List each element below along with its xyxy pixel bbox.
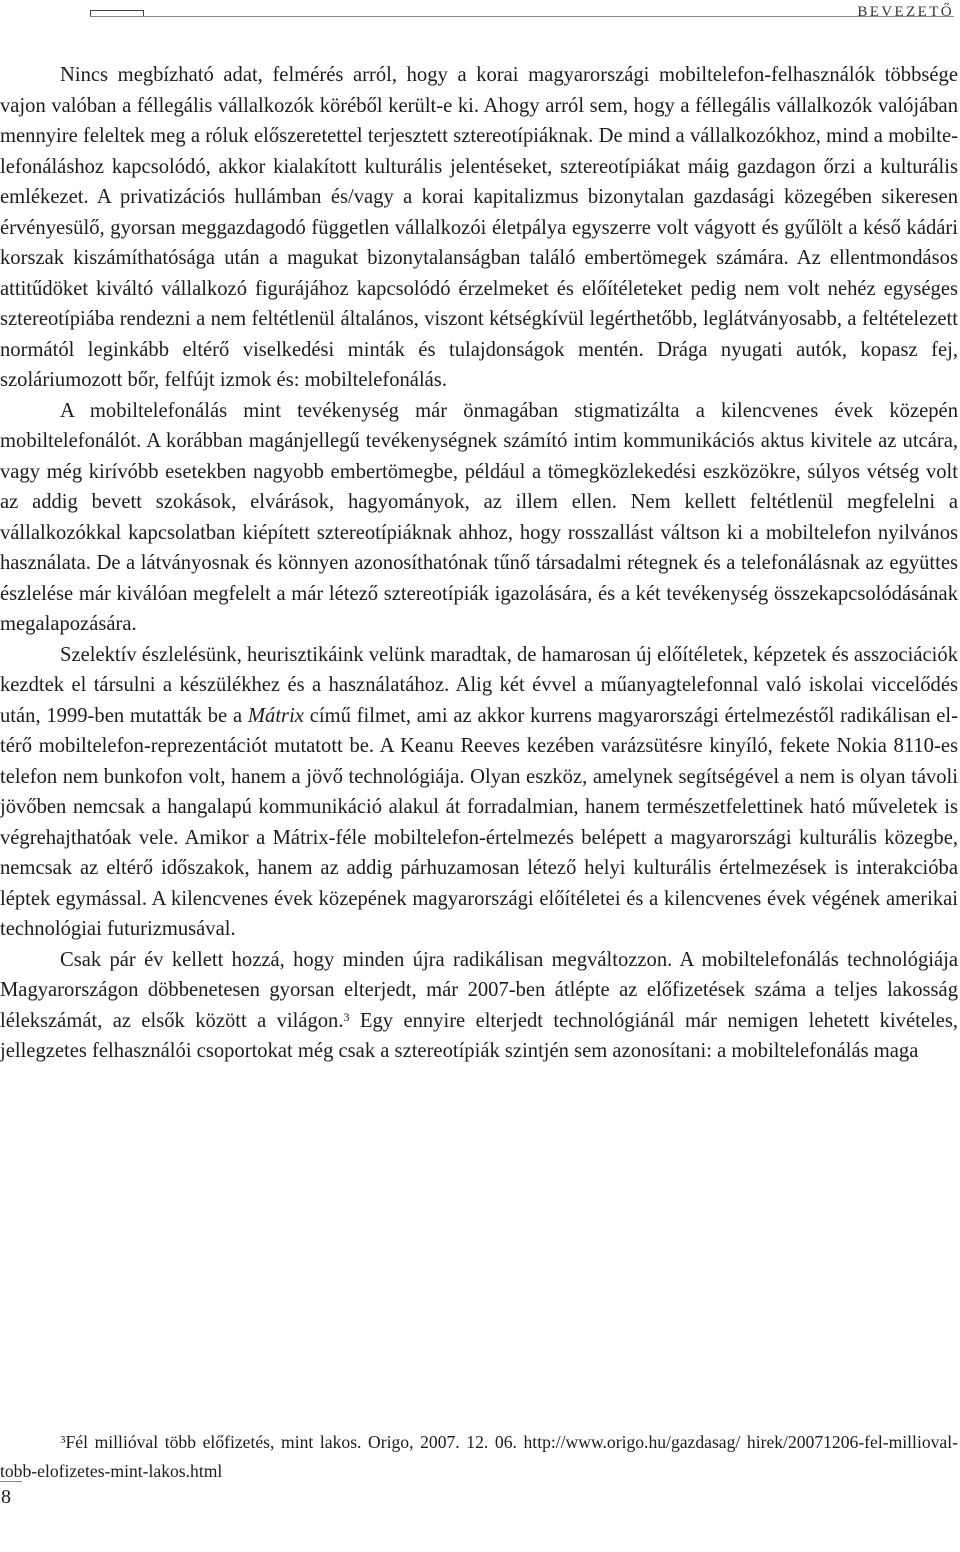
film-title: Mátrix	[247, 704, 304, 727]
paragraph-4-text-before: Csak pár év kellett hozzá, hogy minden újra radikálisan megváltozzon. A mobiltelefonálás technológiája Magyarországon döbbenetesen gyorsan elterjedt, már 2007-ben átlépte az előfizetések száma a teljes lakosság lélekszámát, az elsők között a világon.	[0, 948, 958, 1032]
paragraph-3-text-after: című filmet, ami az akkor kurrens magyarországi értelmezéstől radikálisan eltérő mobiltelefon-reprezentációt mutatott be. A Keanu Reeves kezében varázsütésre kinyíló, fekete Nokia 8110-es telefon nem bunkofon volt, hanem a jövő technológiája. Olyan eszköz, amelynek segítségével a nem is olyan távoli jövőben nemcsak a hangalapú kommunikáció alakul át forradalmian, hanem természetfelettinek ható műveletek is végrehajthatóak vele. Amikor a Mátrix-féle mobiltelefon-értelmezés belépett a magyarországi kulturális közegbe, nemcsak az eltérő időszakok, hanem az addig párhuzamosan létező helyi kulturális értelmezések is interakcióba léptek egymással. A kilencvenes évek közepének magyarországi előítéletei és a kilencvenes évek végének amerikai technológiai futurizmusával.	[0, 704, 959, 940]
footnote	[0, 1428, 958, 1486]
header-rule	[90, 16, 954, 17]
paragraph-3	[0, 640, 958, 945]
paragraph-1: Nincs megbízható adat, felmérés arról, hogy a korai magyarországi mobiltelefon-felhasználók többsége vajon valóban a féllegális vállalkozók köréből került-e ki. Ahogy arról sem, hogy a féllegális vállalkozók valójában mennyire feleltek meg a róluk előszeretettel terjesztett sztereotípiáknak. De mind a vállalkozókhoz, mind a mobiltelefonáláshoz kapcsolódó, akkor kialakított kulturális jelentéseket, sztereotípiákat máig gazdagon őrzi a kulturális emlékezet. A privatizációs hullámban és/vagy a korai kapitalizmus bizonytalan gazdasági közegében sikeresen érvényesülő, gyorsan meggazdagodó független vállalkozói életpálya egyszerre volt vágyott és gyűlölt a késő kádári korszak kiszámíthatósága után a magukat bizonytalanságban találó embertömegek számára. Az ellentmondásos attitűdöket kiváltó vállalkozó figurájához kapcsolódó érzelmeket és előítéleteket pedig nem volt nehéz egységes sztereotípiába rendezni a nem feltétlenül általános, viszont kétségkívül legérthetőbb, leglátványosabb, a feltételezett normától leginkább eltérő viselkedési minták és tulajdonságok mentén. Drága nyugati autók, kopasz fej, szoláriumozott bőr, felfújt izmok és: mobiltelefonálás.	[0, 64, 958, 391]
page-number: 8	[1, 1486, 11, 1508]
paragraph-4	[0, 945, 958, 1067]
running-head: BEVEZETŐ	[857, 4, 954, 20]
body-text	[0, 60, 958, 1067]
footnote-marker: 3	[60, 1434, 66, 1446]
paragraph-4-text-after: Egy ennyire elterjedt technológiánál már nemigen lehetett kivételes, jellegzetes felhasználói csoportokat még csak a sztereotípiák szintjén sem azonosítani: a mobiltelefonálás maga	[0, 1009, 959, 1062]
page-number-rule	[0, 1481, 22, 1482]
paragraph-3-text-before: Szelektív észlelésünk, heurisztikáink velünk maradtak, de hamarosan új előítéletek, képzetek és asszociációk kezdtek el társulni a készülékhez és a használatához. Alig két évvel a műanyagtelefonnal való iskolai viccelődés után, 1999-ben mutatták be a	[0, 643, 958, 727]
footnote-reference[interactable]: 3	[343, 1009, 350, 1024]
footnote-text: Fél millióval több előfizetés, mint lakos. Origo, 2007. 12. 06. http://www.origo.hu/gazdasag/ hirek/20071206-fel-millioval-tobb-elofizetes-mint-lakos.html	[0, 1432, 958, 1481]
paragraph-2: A mobiltelefonálás mint tevékenység már önmagában stigmatizálta a kilencvenes évek közepén mobiltelefonálót. A korábban magánjellegű tevékenységnek számító intim kommunikációs aktus kivitele az utcára, vagy még kirívóbb esetekben nagyobb embertömegbe, például a tömegközlekedési eszközökre, súlyos vétség volt az addig bevett szokások, elvárások, hagyományok, az illem ellen. Nem kellett feltétlenül megfelelni a vállalkozókkal kapcsolatban kiépített sztereotípiáknak ahhoz, hogy rosszallást váltson ki a mobiltelefon nyilvános használata. De a látványosnak és könnyen azonosíthatónak tűnő társadalmi rétegnek és a telefonálásnak az együttes észlelése már kiválóan megfelelt a már létező sztereotípiák igazolására, és a két tevékenység összekapcsolódásának megalapozására.	[0, 399, 958, 635]
